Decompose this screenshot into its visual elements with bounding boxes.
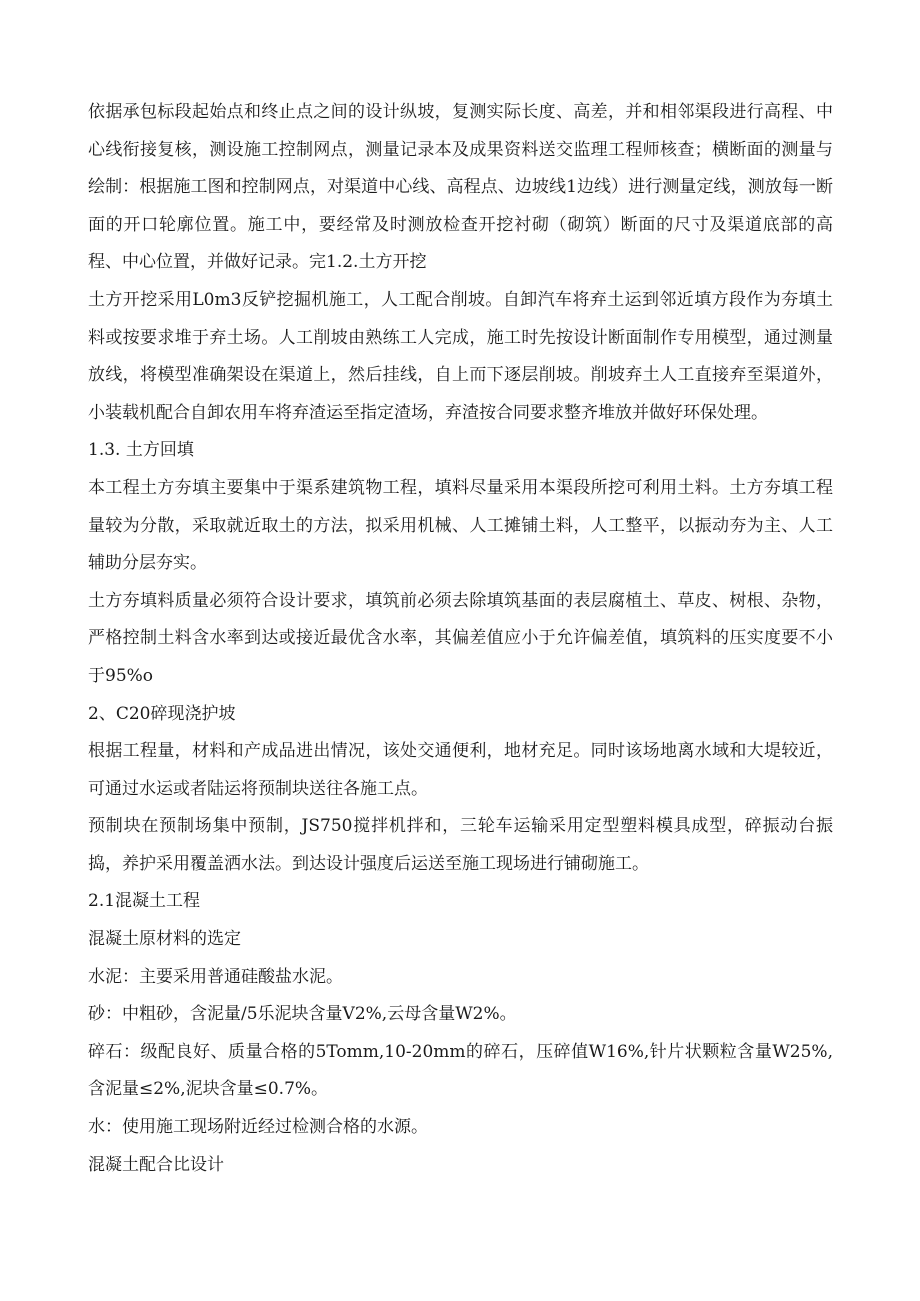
item-sand: 砂：中粗砂，含泥量/5乐泥块含量V2%,云母含量W2%。 xyxy=(88,1004,517,1025)
heading-backfill: 1.3. 土方回填 xyxy=(88,440,194,461)
paragraph-backfill-quality: 土方夯填料质量必须符合设计要求，填筑前必须去除填筑基面的表层腐植土、草皮、树根、杂物，严格控制土料含水率到达或接近最优含水率，其偏差值应小于允许偏差值，填筑料的压实度要不小于95%o xyxy=(88,590,833,686)
paragraph-precast: 预制块在预制场集中预制，JS750搅拌机拌和，三轮车运输采用定型塑料模具成型，碎振动台振捣，养护采用覆盖洒水法。到达设计强度后运送至施工现场进行铺砌施工。 xyxy=(88,816,833,874)
item-water: 水：使用施工现场附近经过检测合格的水源。 xyxy=(88,1117,428,1138)
document-body xyxy=(88,94,833,1184)
paragraph-survey: 依据承包标段起始点和终止点之间的设计纵坡，复测实际长度、高差，并和相邻渠段进行高程、中心线衔接复核，测设施工控制网点，测量记录本及成果资料送交监理工程师核查；横断面的测量与绘制：根据施工图和控制网点，对渠道中心线、高程点、边坡线1边线）进行测量定线，测放每一断面的开口轮廓位置。施工中，要经常及时测放检查开挖衬砌（砌筑）断面的尺寸及渠道底部的高程、中心位置，并做好记录。完1.2.土方开挖 xyxy=(88,102,833,273)
subheading-mix-design: 混凝土配合比设计 xyxy=(88,1154,224,1175)
paragraph-transport: 根据工程量，材料和产成品进出情况，该处交通便利，地材充足。同时该场地离水域和大堤较近，可通过水运或者陆运将预制块送往各施工点。 xyxy=(88,741,833,799)
paragraph-backfill-scope: 本工程土方夯填主要集中于渠系建筑物工程，填料尽量采用本渠段所挖可利用土料。土方夯填工程量较为分散，采取就近取土的方法，拟采用机械、人工摊铺土料，人工整平，以振动夯为主、人工辅助分层夯实。 xyxy=(88,477,833,574)
item-gravel: 碎石：级配良好、质量合格的5Tomm,10-20mm的碎石，压碎值W16%,针片状颗粒含量W25%,含泥量≤2%,泥块含量≤0.7%。 xyxy=(88,1041,833,1100)
item-cement: 水泥：主要采用普通硅酸盐水泥。 xyxy=(88,966,343,987)
heading-slope-protection: 2、C20碎现浇护坡 xyxy=(88,703,236,724)
heading-concrete: 2.1混凝土工程 xyxy=(88,891,201,912)
subheading-materials: 混凝土原材料的选定 xyxy=(88,929,241,950)
paragraph-excavation: 土方开挖采用L0m3反铲挖掘机施工，人工配合削坡。自卸汽车将弃土运到邻近填方段作为夯填土料或按要求堆于弃土场。人工削坡由熟练工人完成，施工时先按设计断面制作专用模型，通过测量放线，将模型准确架设在渠道上，然后挂线，自上而下逐层削坡。削坡弃土人工直接弃至渠道外，小装载机配合自卸农用车将弃渣运至指定渣场，弃渣按合同要求整齐堆放并做好环保处理。 xyxy=(88,289,833,423)
